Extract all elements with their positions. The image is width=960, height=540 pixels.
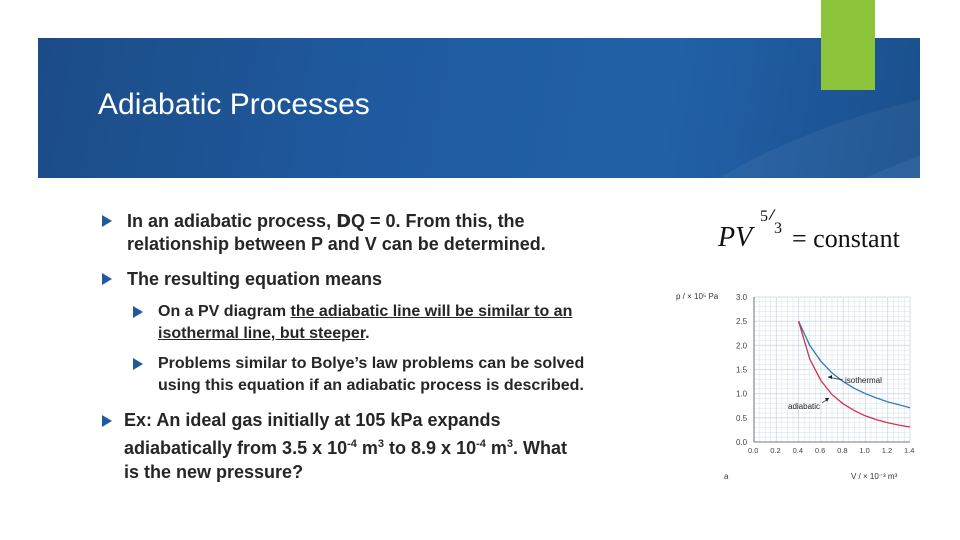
x-tick-label: 0.6 bbox=[814, 446, 826, 455]
bullet-text: . bbox=[365, 325, 370, 342]
sub-bullet-boyles-law bbox=[158, 353, 584, 397]
pv-diagram-chart bbox=[676, 285, 936, 490]
exponent-numerator: 5 bbox=[760, 208, 768, 225]
y-tick-label: 0.0 bbox=[736, 438, 748, 447]
delta-symbol: D bbox=[336, 211, 352, 232]
formula-lhs: PV bbox=[718, 222, 753, 253]
bullet-arrow-icon bbox=[102, 273, 112, 285]
pv-diagram-svg bbox=[676, 285, 936, 485]
x-tick-label: 1.2 bbox=[881, 446, 893, 455]
sub-bullet-pv-diagram bbox=[158, 301, 572, 345]
chart-curves bbox=[788, 321, 910, 427]
bullet-text: to 8.9 x 10 bbox=[384, 438, 477, 458]
banner-wave bbox=[623, 38, 920, 178]
panel-label: a bbox=[724, 472, 729, 481]
bullet-example-problem bbox=[124, 408, 567, 484]
bullet-resulting-equation: The resulting equation means bbox=[127, 269, 383, 289]
bullet-text: In an adiabatic process, bbox=[127, 211, 337, 231]
x-tick-label: 1.4 bbox=[904, 446, 915, 455]
accent-bar bbox=[821, 0, 875, 90]
y-tick-label: 2.0 bbox=[736, 341, 748, 351]
bullet-text: m bbox=[485, 438, 507, 458]
annotation-adiabatic: adiabatic bbox=[788, 402, 821, 411]
y-axis-label: p / × 10⁵ Pa bbox=[676, 292, 719, 301]
bullet-text: . What bbox=[513, 438, 568, 458]
formula-rhs: = constant bbox=[792, 224, 900, 253]
y-tick-label: 3.0 bbox=[736, 293, 748, 302]
x-tick-label: 0.4 bbox=[792, 446, 804, 455]
bullet-adiabatic-definition bbox=[127, 210, 546, 256]
x-tick-label: 0.2 bbox=[770, 446, 781, 455]
y-tick-label: 1.5 bbox=[736, 365, 748, 375]
bullet-text: On a PV diagram bbox=[158, 303, 291, 320]
annotation-isothermal: isothermal bbox=[845, 376, 882, 385]
bullet-text: is the new pressure? bbox=[124, 462, 304, 482]
underlined-text: isothermal line, but steeper bbox=[158, 325, 366, 342]
superscript: 3 bbox=[506, 438, 514, 450]
superscript: -4 bbox=[476, 438, 486, 450]
bullet-text: using this equation if an adiabatic process is described. bbox=[158, 377, 584, 394]
x-tick-label: 1.0 bbox=[859, 446, 870, 455]
superscript: -4 bbox=[347, 438, 357, 450]
bullet-text: Problems similar to Bolye’s law problems can be solved bbox=[158, 355, 585, 372]
arrow-head-icon bbox=[828, 375, 832, 379]
sub-bullet-arrow-icon bbox=[133, 358, 143, 370]
underlined-text: the adiabatic line will be similar to an bbox=[290, 303, 573, 320]
bullet-text: relationship between P and V can be determined. bbox=[127, 234, 546, 254]
superscript: 3 bbox=[377, 438, 385, 450]
chart-grid bbox=[754, 297, 910, 442]
slide-title: Adiabatic Processes bbox=[98, 88, 370, 121]
bullet-text: m bbox=[356, 438, 378, 458]
x-tick-label: 0.0 bbox=[748, 446, 759, 455]
bullet-text: Ex: An ideal gas initially at 105 kPa expands bbox=[124, 410, 501, 430]
y-tick-label: 1.0 bbox=[736, 389, 748, 399]
exponent-denominator: 3 bbox=[774, 220, 782, 237]
bullet-arrow-icon bbox=[102, 415, 112, 427]
y-tick-label: 0.5 bbox=[736, 413, 748, 423]
bullet-text: Q = 0. From this, the bbox=[351, 211, 525, 231]
y-tick-label: 2.5 bbox=[736, 317, 748, 327]
x-tick-label: 0.8 bbox=[837, 446, 848, 455]
sub-bullet-arrow-icon bbox=[133, 306, 143, 318]
bullet-text: adiabatically from 3.5 x 10 bbox=[124, 438, 348, 458]
bullet-arrow-icon bbox=[102, 215, 112, 227]
x-axis-label: V / × 10⁻³ m³ bbox=[851, 472, 898, 481]
exponent-slash bbox=[769, 209, 776, 220]
